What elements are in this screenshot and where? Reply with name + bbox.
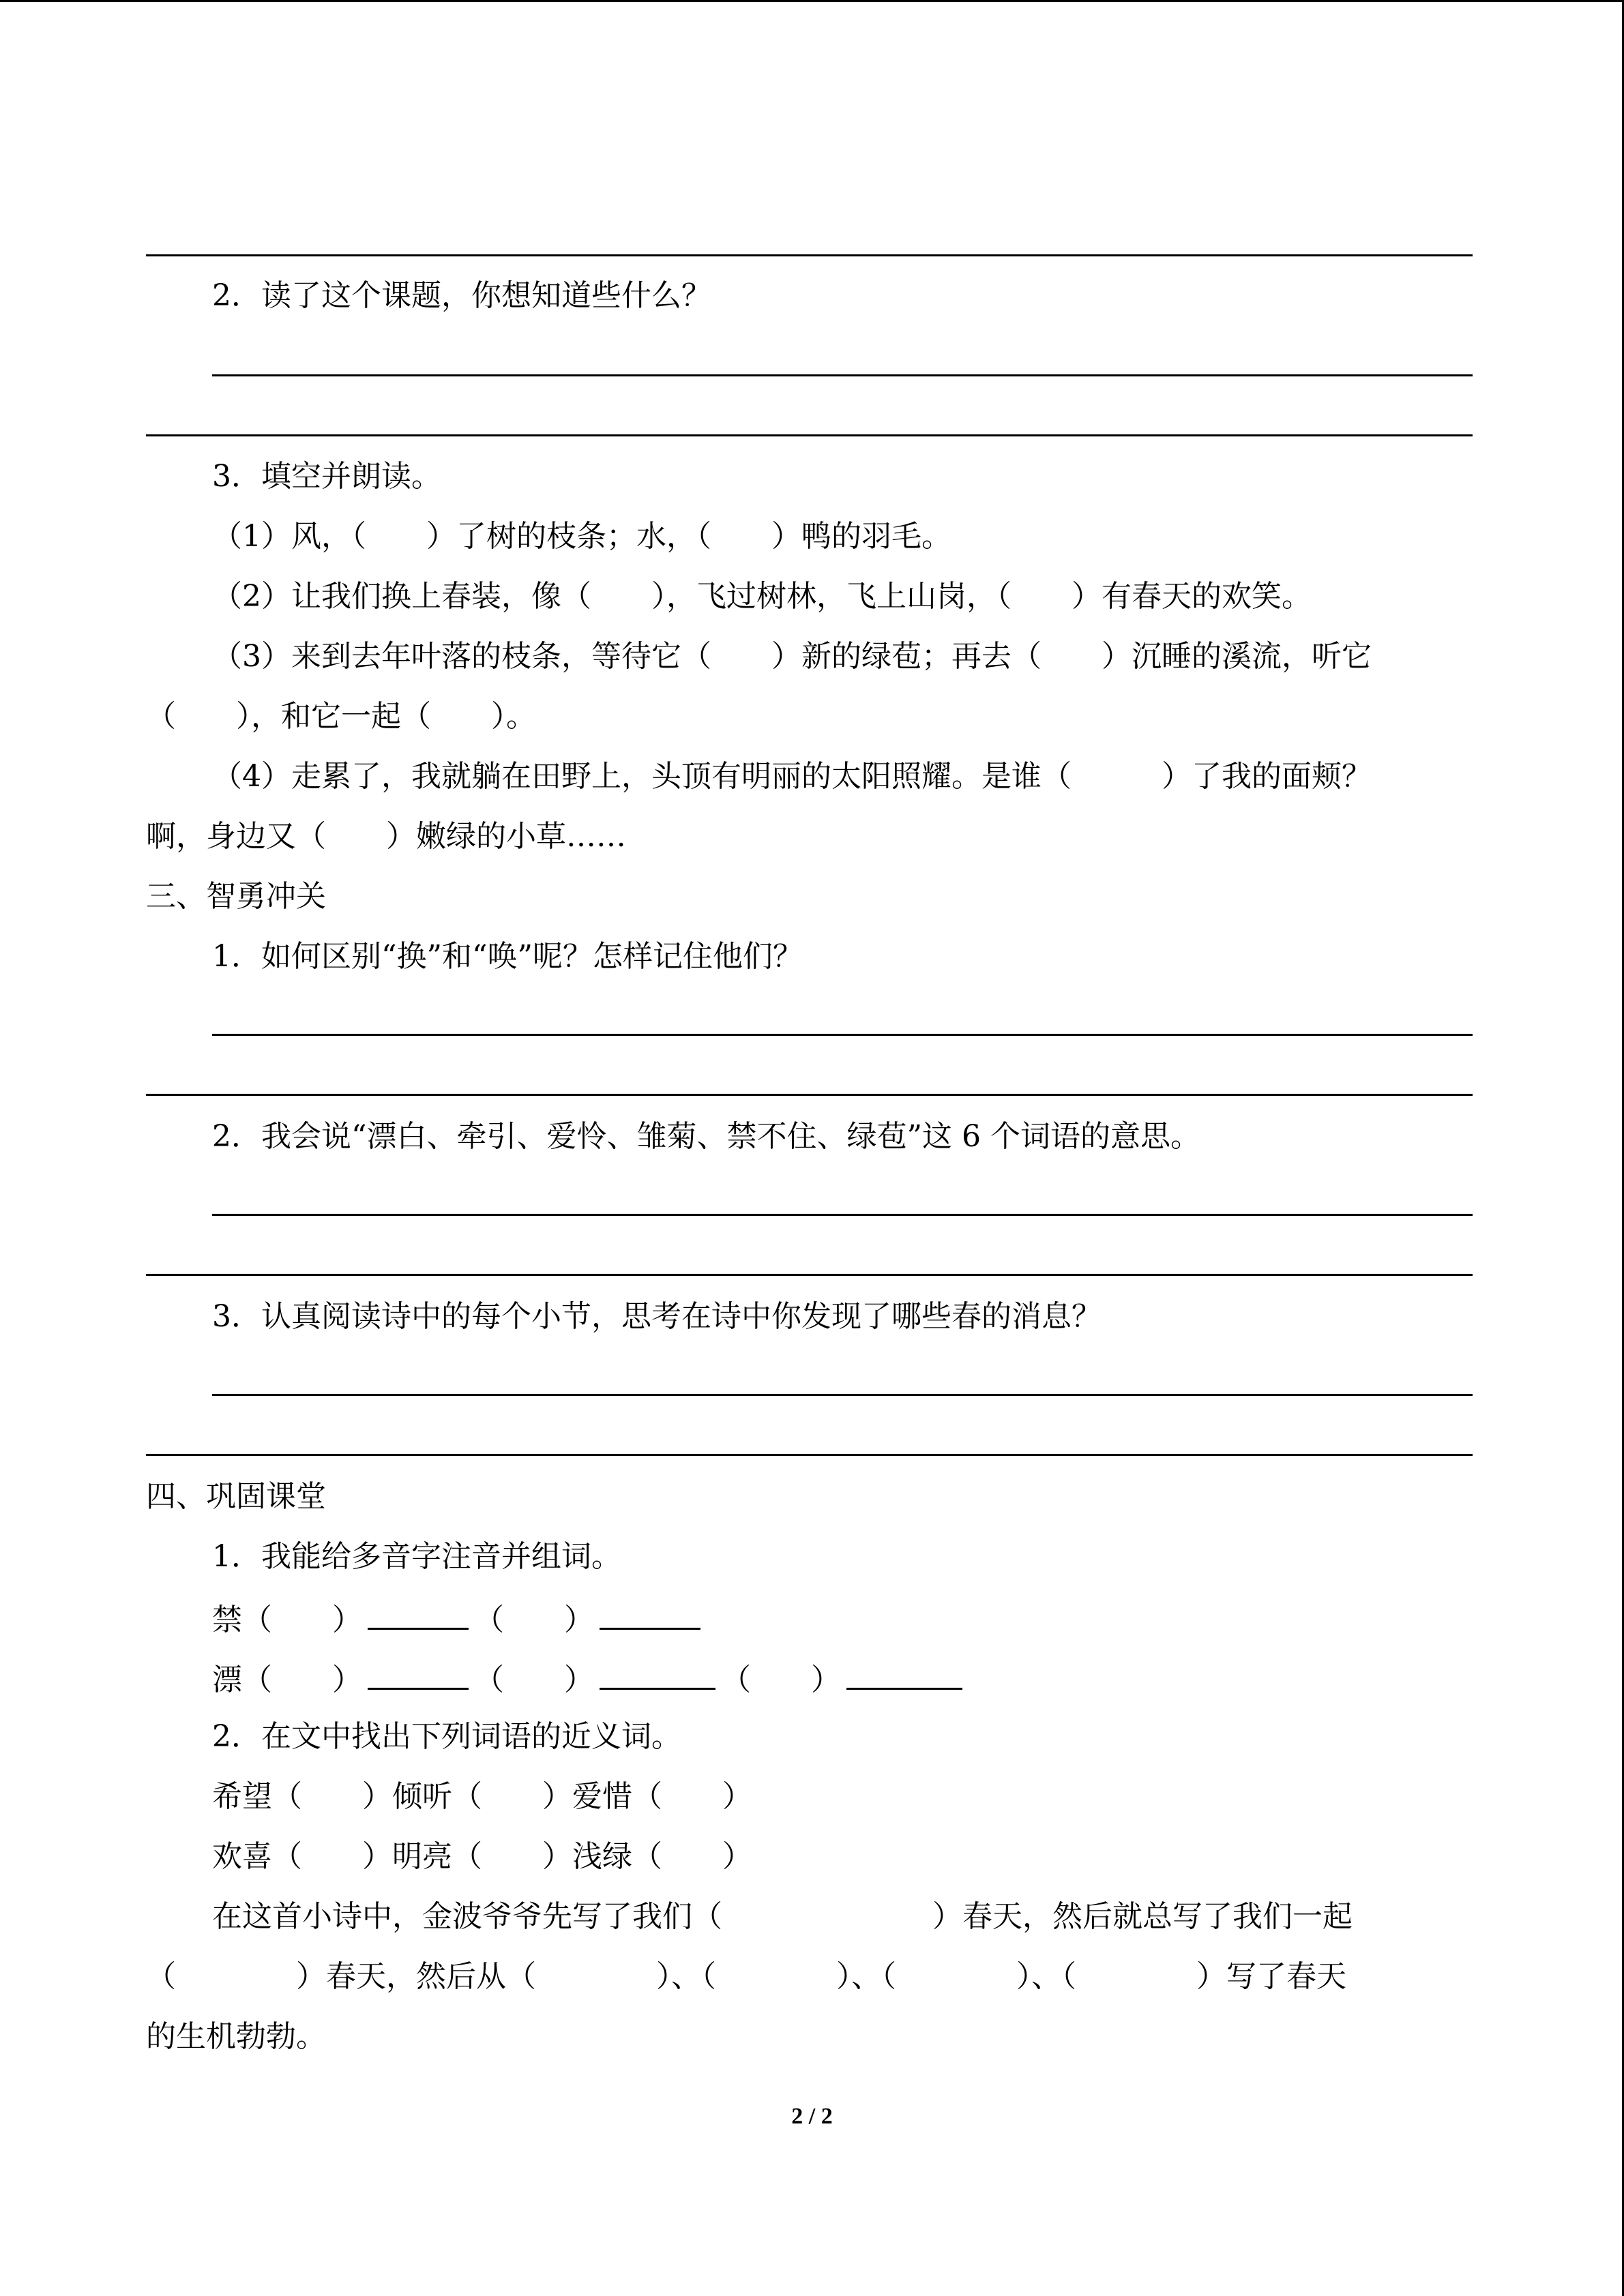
pinyin-paren: （ ） bbox=[474, 1602, 594, 1637]
polyphone-row-2 bbox=[212, 1656, 968, 1701]
fill-blank-1: （1）风，（ ）了树的枝条；水，（ ）鸭的羽毛。 bbox=[212, 519, 951, 554]
fill-blank-4: （4）走累了，我就躺在田野上，头顶有明丽的太阳照耀。是谁（ ）了我的面颊？ bbox=[212, 759, 1372, 794]
question-2: 2．读了这个课题，你想知道些什么？ bbox=[212, 278, 711, 313]
summary-paragraph-cont: （ ）春天，然后从（ ）、（ ）、（ ）、（ ）写了春天 bbox=[146, 1959, 1346, 1994]
word-blank[interactable] bbox=[846, 1656, 962, 1690]
word-blank[interactable] bbox=[600, 1656, 715, 1690]
pinyin-paren: （ ） bbox=[242, 1663, 362, 1697]
pinyin-paren: （ ） bbox=[242, 1602, 362, 1637]
polyphone-char: 漂 bbox=[212, 1663, 242, 1697]
summary-paragraph-end: 的生机勃勃。 bbox=[146, 2019, 326, 2054]
word-blank[interactable] bbox=[600, 1596, 700, 1630]
word-blank[interactable] bbox=[368, 1656, 469, 1690]
fill-blank-3-cont: （ ），和它一起（ ）。 bbox=[146, 699, 536, 734]
answer-line[interactable] bbox=[212, 1214, 1473, 1216]
summary-paragraph: 在这首小诗中，金波爷爷先写了我们（ ）春天，然后就总写了我们一起 bbox=[212, 1899, 1353, 1934]
answer-line[interactable] bbox=[146, 1094, 1473, 1096]
answer-line[interactable] bbox=[146, 434, 1473, 436]
sec4-question-2: 2．在文中找出下列词语的近义词。 bbox=[212, 1719, 681, 1754]
sec4-question-1: 1．我能给多音字注音并组词。 bbox=[212, 1539, 621, 1574]
polyphone-row-1 bbox=[212, 1596, 706, 1641]
answer-line[interactable] bbox=[146, 1274, 1473, 1276]
page-border-top bbox=[0, 0, 1624, 2]
polyphone-char: 禁 bbox=[212, 1602, 242, 1637]
question-3: 3．填空并朗读。 bbox=[212, 459, 441, 494]
fill-blank-3: （3）来到去年叶落的枝条，等待它（ ）新的绿苞；再去（ ）沉睡的溪流，听它 bbox=[212, 639, 1372, 674]
answer-line[interactable] bbox=[212, 1394, 1473, 1396]
synonym-row-1: 希望（ ）倾听（ ）爱惜（ ） bbox=[212, 1779, 752, 1814]
fill-blank-4-cont: 啊，身边又（ ）嫩绿的小草…… bbox=[146, 819, 626, 854]
section-3-title: 三、智勇冲关 bbox=[146, 879, 326, 914]
pinyin-paren: （ ） bbox=[474, 1663, 594, 1697]
synonym-row-2: 欢喜（ ）明亮（ ）浅绿（ ） bbox=[212, 1839, 752, 1874]
sec3-question-3: 3．认真阅读诗中的每个小节，思考在诗中你发现了哪些春的消息？ bbox=[212, 1299, 1102, 1334]
sec3-question-1: 1．如何区别“换”和“唤”呢？怎样记住他们？ bbox=[212, 939, 803, 974]
answer-line[interactable] bbox=[146, 1454, 1473, 1456]
answer-line[interactable] bbox=[146, 254, 1473, 256]
sec3-question-2: 2．我会说“漂白、牵引、爱怜、雏菊、禁不住、绿苞”这 6 个词语的意思。 bbox=[212, 1119, 1200, 1154]
fill-blank-2: （2）让我们换上春装，像（ ），飞过树林，飞上山岗，（ ）有春天的欢笑。 bbox=[212, 579, 1312, 614]
pinyin-paren: （ ） bbox=[721, 1663, 841, 1697]
answer-line[interactable] bbox=[212, 374, 1473, 376]
answer-line[interactable] bbox=[212, 1034, 1473, 1036]
word-blank[interactable] bbox=[368, 1596, 469, 1630]
page-number: 2 / 2 bbox=[791, 2104, 833, 2129]
section-4-title: 四、巩固课堂 bbox=[146, 1479, 326, 1514]
